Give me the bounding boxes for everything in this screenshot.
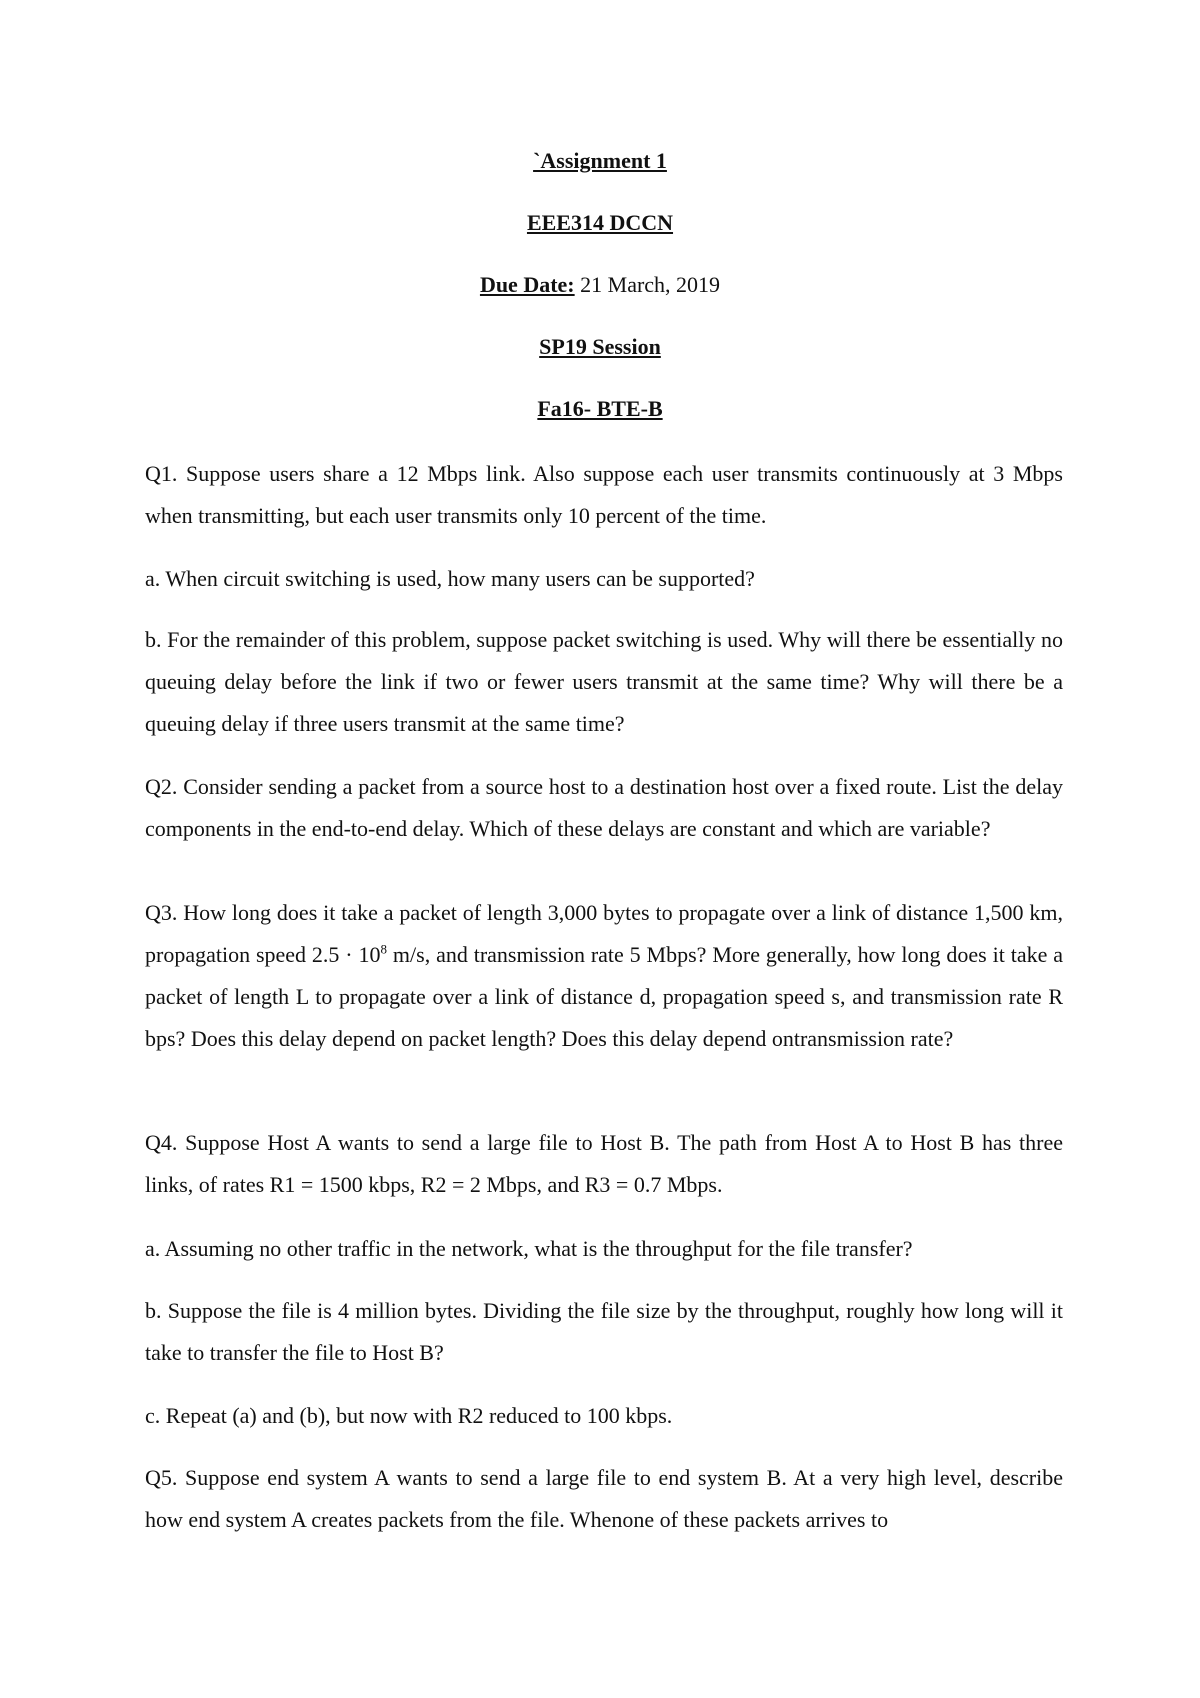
due-date-label: Due Date:: [479, 272, 575, 297]
course-code: EEE314 DCCN: [526, 210, 674, 235]
question-4b: b. Suppose the file is 4 million bytes. Dividing the file size by the throughput, roughly how long will it take to transfer the file to Host B?: [145, 1298, 1063, 1365]
session-label: SP19 Session: [539, 334, 661, 359]
assignment-title: `Assignment 1: [533, 148, 667, 173]
question-4: Q4. Suppose Host A wants to send a large file to Host B. The path from Host A to Host B has three links, of rates R1 = 1500 kbps, R2 = 2 Mbps, and R3 = 0.7 Mbps.: [145, 1130, 1063, 1197]
question-3-text-b: m/s, and transmission rate 5 Mbps? More generally, how long does it take a packet of length L to propagate over a link of distance d, propagation speed s, and transmission rate R bps? Does this delay depend on packet length? Does this delay depend ontransmission rate?: [145, 942, 1064, 1051]
due-date: [0, 270, 1200, 300]
section-label: Fa16- BTE-B: [537, 396, 663, 421]
question-5: Q5. Suppose end system A wants to send a large file to end system B. At a very high level, describe how end system A creates packets from the file. Whenone of these packets arrives to: [145, 1465, 1063, 1532]
due-date-value: 21 March, 2019: [574, 272, 721, 297]
question-1a: a. When circuit switching is used, how many users can be supported?: [145, 566, 755, 591]
question-3-text-a: Q3. How long does it take a packet of length 3,000 bytes to propagate over a link of distance 1,500 km, propagation speed 2.5 · 10: [145, 900, 1063, 967]
question-3: [145, 892, 1063, 1060]
question-3-exponent: 8: [380, 941, 388, 957]
question-4c: c. Repeat (a) and (b), but now with R2 reduced to 100 kbps.: [145, 1403, 673, 1428]
question-2: Q2. Consider sending a packet from a source host to a destination host over a fixed route. List the delay components in the end-to-end delay. Which of these delays are constant and which are variable?: [145, 774, 1063, 841]
question-4a: a. Assuming no other traffic in the network, what is the throughput for the file transfer?: [145, 1236, 913, 1261]
question-1: Q1. Suppose users share a 12 Mbps link. Also suppose each user transmits continuously at 3 Mbps when transmitting, but each user transmits only 10 percent of the time.: [145, 461, 1063, 528]
question-1b: b. For the remainder of this problem, suppose packet switching is used. Why will there be essentially no queuing delay before the link if two or fewer users transmit at the same time? Why will there be a queuing delay if three users transmit at the same time?: [145, 627, 1063, 736]
